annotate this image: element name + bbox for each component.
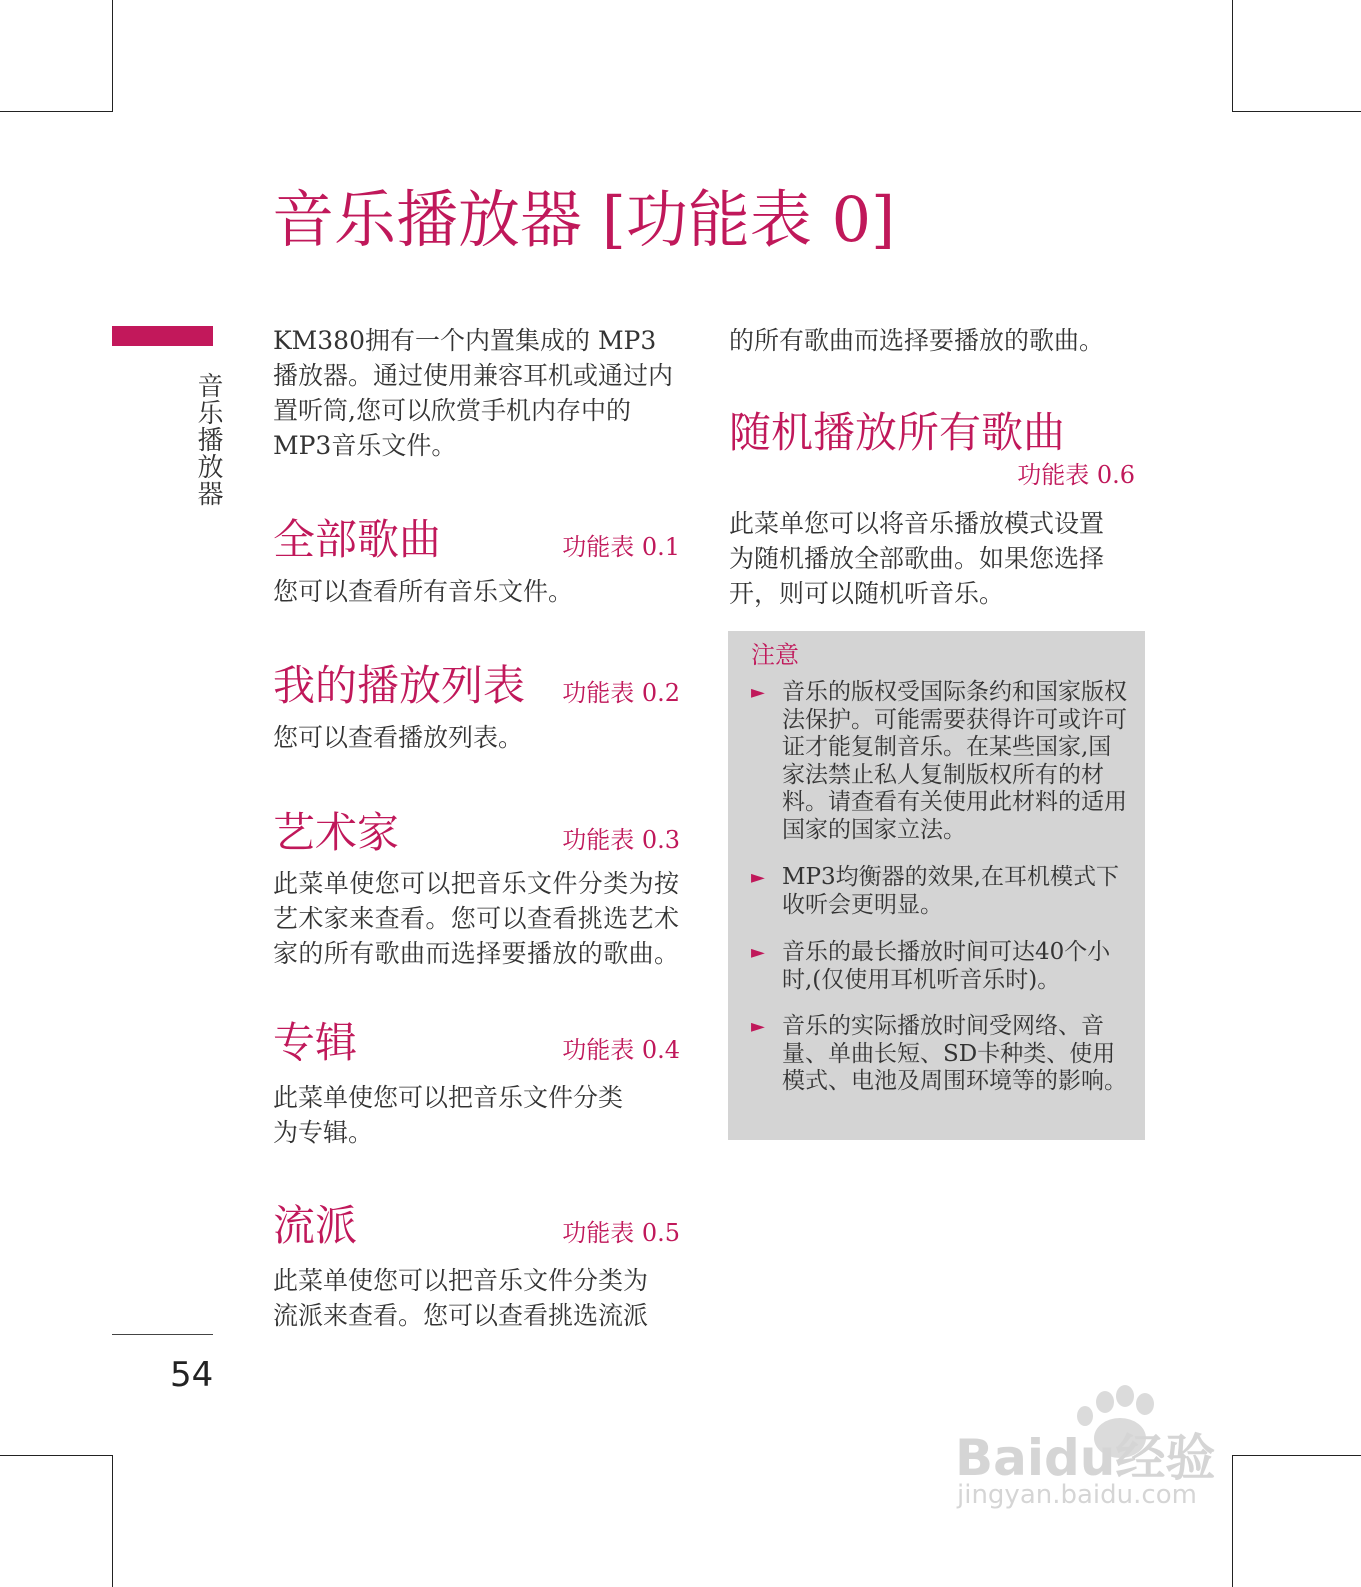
side-tab-bar (112, 326, 213, 346)
crop-mark (112, 1455, 113, 1587)
note-item (751, 864, 1131, 919)
page-number-rule (112, 1334, 213, 1335)
section-body: 此菜单使您可以把音乐文件分类为专辑。 (273, 1083, 624, 1147)
section-title-my-playlist: 我的播放列表 (273, 661, 526, 710)
intro-paragraph: KM380拥有一个内置集成的 MP3 播放器。通过使用兼容耳机或通过内置听筒,您可以欣赏手机内存中的MP3音乐文件。 (273, 326, 674, 460)
side-label: 音乐播放器 (193, 372, 223, 507)
page-number: 54 (170, 1355, 214, 1395)
section-title-shuffle: 随机播放所有歌曲 (729, 408, 1066, 457)
menu-number: 功能表 0.6 (1017, 461, 1135, 489)
note-item-text: 音乐的最长播放时间可达40个小时,(仅使用耳机听音乐时)。 (782, 939, 1111, 993)
section-body: 您可以查看所有音乐文件。 (273, 577, 574, 606)
section-title-all-songs: 全部歌曲 (273, 515, 442, 564)
section-body: 此菜单使您可以把音乐文件分类为按艺术家来查看。您可以查看挑选艺术家的所有歌曲而选择要播放的歌曲。 (273, 869, 680, 968)
bullet-arrow-icon: ► (751, 1016, 765, 1037)
watermark-brand: Baidu经验 (955, 1429, 1216, 1487)
crop-mark (0, 1455, 112, 1456)
crop-mark (0, 111, 112, 112)
baidu-watermark (955, 1380, 1255, 1524)
note-item-text: MP3均衡器的效果,在耳机模式下收听会更明显。 (782, 864, 1119, 918)
section-title-genre: 流派 (273, 1201, 358, 1250)
bullet-arrow-icon: ► (751, 942, 765, 963)
section-body: 您可以查看播放列表。 (273, 723, 524, 752)
menu-number: 功能表 0.2 (562, 679, 680, 707)
section-body: 此菜单使您可以把音乐文件分类为流派来查看。您可以查看挑选流派 (273, 1266, 649, 1330)
note-item (751, 679, 1131, 844)
menu-number: 功能表 0.3 (562, 826, 680, 854)
crop-mark (1232, 111, 1361, 112)
bullet-arrow-icon: ► (751, 867, 765, 888)
continuation-text: 的所有歌曲而选择要播放的歌曲。 (729, 326, 1105, 355)
note-item (751, 939, 1131, 994)
note-item-text: 音乐的版权受国际条约和国家版权法保护。可能需要获得许可或许可证才能复制音乐。在某些国家,国家法禁止私人复制版权所有的材料。请查看有关使用此材料的适用国家的国家立法。 (782, 679, 1127, 843)
menu-number: 功能表 0.5 (562, 1219, 680, 1247)
section-body: 此菜单您可以将音乐播放模式设置为随机播放全部歌曲。如果您选择开，则可以随机听音乐。 (729, 509, 1105, 608)
crop-mark (1232, 0, 1233, 112)
bullet-arrow-icon: ► (751, 682, 765, 703)
section-title-album: 专辑 (273, 1018, 358, 1067)
crop-mark (112, 0, 113, 112)
menu-number: 功能表 0.1 (562, 533, 680, 561)
note-title: 注意 (751, 641, 799, 669)
note-item-text: 音乐的实际播放时间受网络、音量、单曲长短、SD卡种类、使用模式、电池及周围环境等的影响。 (782, 1013, 1127, 1094)
page-title: 音乐播放器 [功能表 0] (272, 183, 896, 256)
watermark-url: jingyan.baidu.com (957, 1480, 1197, 1510)
section-title-artist: 艺术家 (273, 808, 400, 857)
note-item (751, 1013, 1131, 1096)
menu-number: 功能表 0.4 (562, 1036, 680, 1064)
